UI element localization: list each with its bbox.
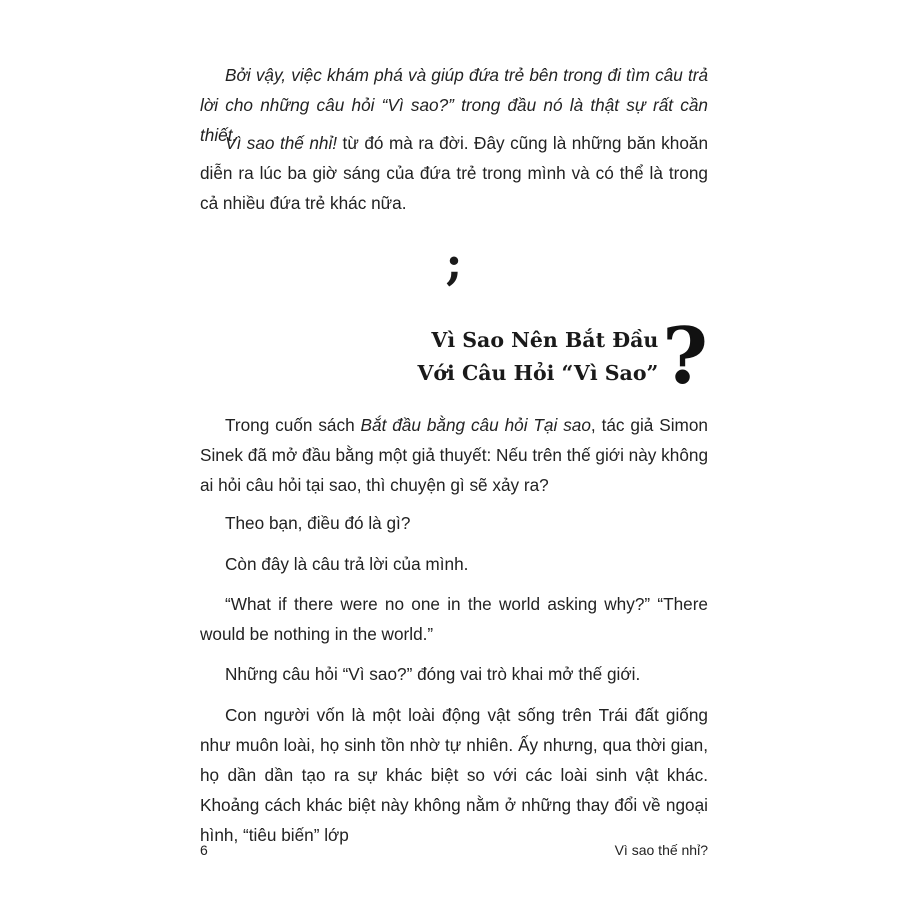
running-title: Vì sao thế nhỉ? — [614, 842, 708, 858]
paragraph-humans — [200, 700, 708, 850]
heading-line-1: Vì Sao Nên Bắt Đầu — [431, 328, 659, 352]
paragraph-text: Những câu hỏi “Vì sao?” đóng vai trò khai mở thế giới. — [225, 664, 641, 684]
page-number: 6 — [200, 842, 208, 858]
paragraph-text: Con người vốn là một loài động vật sống trên Trái đất giống như muôn loài, họ sinh tồn nhờ tự nhiên. Ấy nhưng, qua thời gian, họ dần dần tạo ra sự khác biệt so với các loài sinh vật khác. Khoảng cách khác biệt này không nằm ở những thay đổi về ngoại hình, “tiêu biến” lớp — [200, 705, 708, 845]
book-title-inline: Vì sao thế nhỉ! — [225, 133, 338, 153]
paragraph-book-origin — [200, 128, 708, 218]
paragraph-answer-intro — [200, 549, 708, 579]
section-divider-semicolon: ; — [445, 236, 463, 290]
question-mark-icon: ? — [662, 311, 708, 402]
heading-line-2: Với Câu Hỏi “Vì Sao” — [417, 361, 659, 385]
paragraph-text: Theo bạn, điều đó là gì? — [225, 513, 411, 533]
section-heading-text — [417, 324, 658, 390]
section-heading — [417, 311, 708, 402]
paragraph-question — [200, 508, 708, 538]
book-page — [200, 0, 708, 900]
paragraph-text: Còn đây là câu trả lời của mình. — [225, 554, 469, 574]
paragraph-why-opens-world — [200, 659, 708, 689]
paragraph-text: Bởi vậy, việc khám phá và giúp đứa trẻ bên trong đi tìm câu trả lời cho những câu hỏi “Vì sao?” trong đầu nó là thật sự rất cần thiết. — [200, 65, 708, 145]
book-title-inline: Bắt đầu bằng câu hỏi Tại sao — [360, 415, 591, 435]
paragraph-quote-english — [200, 589, 708, 649]
paragraph-text: từ đó mà ra đời. Đây cũng là những băn khoăn diễn ra lúc ba giờ sáng của đứa trẻ trong mình và có thể là trong cả nhiều đứa trẻ khác nữa. — [200, 133, 708, 213]
paragraph-text: “What if there were no one in the world asking why?” “There would be nothing in the world.” — [200, 594, 708, 644]
paragraph-text: , tác giả Simon Sinek đã mở đầu bằng một giả thuyết: Nếu trên thế giới này không ai hỏi câu hỏi tại sao, thì chuyện gì sẽ xảy ra? — [200, 415, 708, 495]
paragraph-text: Trong cuốn sách — [225, 415, 361, 435]
paragraph-simon-sinek — [200, 410, 708, 500]
